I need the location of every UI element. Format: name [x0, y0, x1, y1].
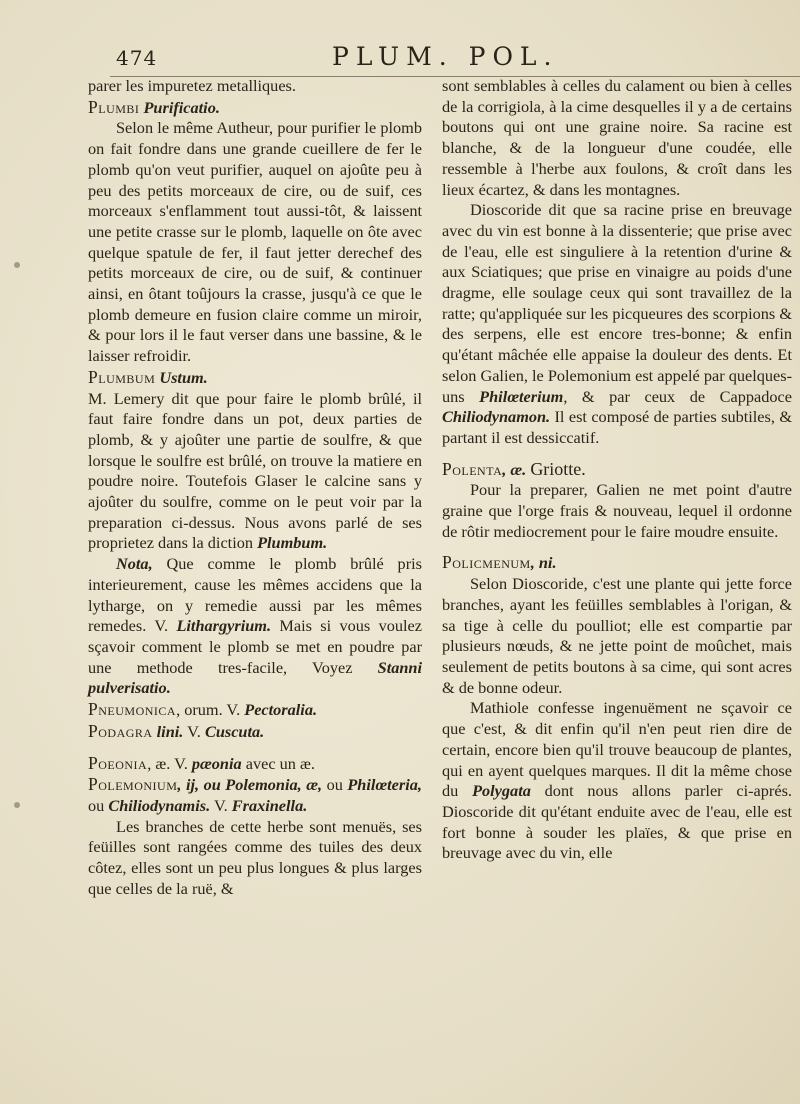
paragraph-text: dont nous allons parler ci-aprés. Dioscoride dit qu'étant enduite avec de l'eau, elle est fort bonne à souder les plaïes, & que prise en breuvage avec du vin, elle	[442, 781, 792, 863]
page-header	[110, 42, 800, 77]
headword: Plumbum	[88, 366, 156, 387]
synonym: Philœterium	[479, 386, 564, 406]
paragraph-nota	[88, 554, 422, 699]
conjunction: ou	[326, 775, 343, 795]
paragraph-text: Mais si vous voulez sçavoir comment le plomb se met en poudre par une methode tres-facile, Voyez	[88, 616, 422, 677]
paragraph: Selon le même Autheur, pour purifier le plomb on fait fondre dans une grande cueillere de fer le plomb qu'on veut purifier, auquel on ajoûte peu à peu des petits morceaux de cire, ou de suif, ces morceaux s'enflamment tout aussi-tôt, & laissent une petite crasse sur le plomb, laquelle on ôte avec quelque spatule de fer, il faut jetter derechef des petits morceaux de cire, ou de suif, & continuer ainsi, en ôtant toûjours la crasse, jusqu'à ce que le plomb demeure en fusion claire comme un miroir, & pour lors il le faut verser dans une bassine, & le laisser refroidir.	[88, 118, 422, 366]
page-number: 474	[116, 46, 158, 70]
paragraph: sont semblables à celles du calament ou bien à celles de la corrigiola, à la cime desquelles il y a de certains boutons qui ont une graine noire. Sa racine est blanche, & de la longueur d'une coudée, elle ressemble à l'herbe aux foulons, & croît dans les lieux écartez, & dans les montagnes.	[442, 76, 792, 199]
paragraph-text: Il est composé de parties subtiles, & partant il est dessiccatif.	[442, 407, 792, 447]
entry-podagra	[88, 721, 422, 743]
headword-suffix: , ij, ou	[177, 775, 221, 795]
synonym: Polemonia, æ,	[225, 775, 323, 795]
paragraph-text: Mathiole confesse ingenuëment ne sçavoir ce que c'est, & dit enfin qu'il n'en peut rien dire de certain, encore bien qu'il trouve beaucoup de plantes, qui en ayent quelques marques. Il dit la même chose du	[442, 698, 792, 801]
entry-polemonium	[88, 774, 422, 816]
entry-polenta	[442, 459, 792, 481]
paragraph: Les branches de cette herbe sont menuës, ses feüilles sont rangées comme des tuiles des deux côtez, elles sont un peu plus longues & plus larges que celles de la ruë, &	[88, 816, 422, 898]
synonym: Chiliodynamis.	[108, 795, 211, 815]
paragraph-text: M. Lemery dit que pour faire le plomb brûlé, il faut faire fondre dans un pot, deux parties de plomb, & y ajoûter une partie de soulfre, & que lorsque le soulfre est brûlé, on trouve la matiere en poudre noire. Toutefois Glaser le calcine sans y ajoûter du soulfre, comme on le peut voir par la preparation ci-dessus. Nous avons parlé de ses proprietez dans la diction	[88, 388, 422, 553]
headword-translation: Griotte.	[530, 458, 586, 479]
headword-suffix: , æ.	[502, 459, 527, 479]
entry-plumbum-ustum	[88, 367, 422, 389]
paragraph: Selon Dioscoride, c'est une plante qui jette force branches, ayant les feüilles semblables à l'origan, & sa tige à celle du poulliot; elle est compartie par plusieurs nœuds, & ne jette point de moûchet, mais seulement de petits boutons à sa cime, qui sont acres & de bonne odeur.	[442, 574, 792, 697]
cross-reference: Plumbum.	[257, 533, 328, 553]
see-marker: V.	[187, 721, 201, 741]
headword: Pneumonica	[88, 699, 177, 720]
paragraph	[88, 389, 422, 555]
headword: Polenta	[442, 458, 503, 479]
entry-policmenum	[442, 552, 792, 574]
cross-reference: pæonia	[191, 753, 242, 773]
headword: Podagra	[88, 720, 153, 741]
see-marker: V.	[213, 795, 228, 815]
headword-translation: Purificatio.	[143, 97, 220, 117]
synonym: Chiliodynamon.	[442, 407, 551, 427]
cross-reference: Cuscuta.	[204, 721, 265, 741]
note-text: avec un æ.	[245, 753, 315, 773]
headword-suffix: , orum. V.	[176, 700, 241, 720]
left-column	[88, 76, 422, 899]
paragraph: Pour la preparer, Galien ne met point d'autre graine que l'orge frais & nouveau, lequel il ordonne de rôtir mediocrement pour le faire moudre ensuite.	[442, 480, 792, 541]
right-column	[442, 76, 792, 864]
margin-mark	[14, 802, 20, 808]
entry-pneumonica	[88, 699, 422, 721]
paragraph-text: Que comme le plomb brûlé pris interieurement, cause les mêmes accidens que la lytharge, on y remedie aussi par les mêmes remedes. V.	[88, 554, 422, 636]
headword: Poeonia	[88, 752, 148, 773]
entry-plumbi-purificatio	[88, 97, 422, 119]
running-head: PLUM. POL.	[332, 42, 559, 71]
cross-reference: Pectoralia.	[244, 700, 318, 720]
headword: Policmenum	[442, 552, 531, 573]
cross-reference: Lithargyrium.	[176, 616, 272, 636]
synonym: Philœteria,	[347, 775, 422, 795]
paragraph	[442, 200, 792, 448]
continued-text: parer les impuretez metalliques.	[88, 76, 296, 95]
headword-suffix: , ni.	[530, 553, 557, 573]
entry-poeonia	[88, 753, 422, 775]
headword: Polemonium	[88, 774, 178, 795]
cross-reference: Polygata	[472, 781, 531, 801]
paragraph	[442, 698, 792, 864]
paragraph-text: , & par ceux de Cappadoce	[563, 386, 792, 406]
cross-reference: Stanni pulverisatio.	[88, 657, 422, 698]
headword: Plumbi	[88, 96, 140, 117]
headword-suffix: , æ. V.	[147, 753, 188, 773]
margin-mark	[14, 262, 20, 268]
headword-translation: Ustum.	[159, 367, 208, 387]
nota-label: Nota,	[116, 554, 153, 574]
paragraph-text: Dioscoride dit que sa racine prise en breuvage avec du vin est bonne à la dissenterie; que prise avec de l'eau, elle est singuliere à la retention d'urine & aux Sciatiques; que prise en vinaigre au poids d'une dragme, elle soulage ceux qui sont travaillez de la ratte; qu'appliquée sur les picqueures des scorpions & des serpens, elle est encore tres-bonne; & enfin qu'étant mâchée elle appaise la douleur des dents. Et selon Galien, le Polemonium est appelé par quelques-uns	[442, 200, 792, 406]
headword-suffix: lini.	[156, 721, 184, 741]
cross-reference: Fraxinella.	[231, 795, 308, 815]
conjunction: ou	[88, 795, 105, 815]
